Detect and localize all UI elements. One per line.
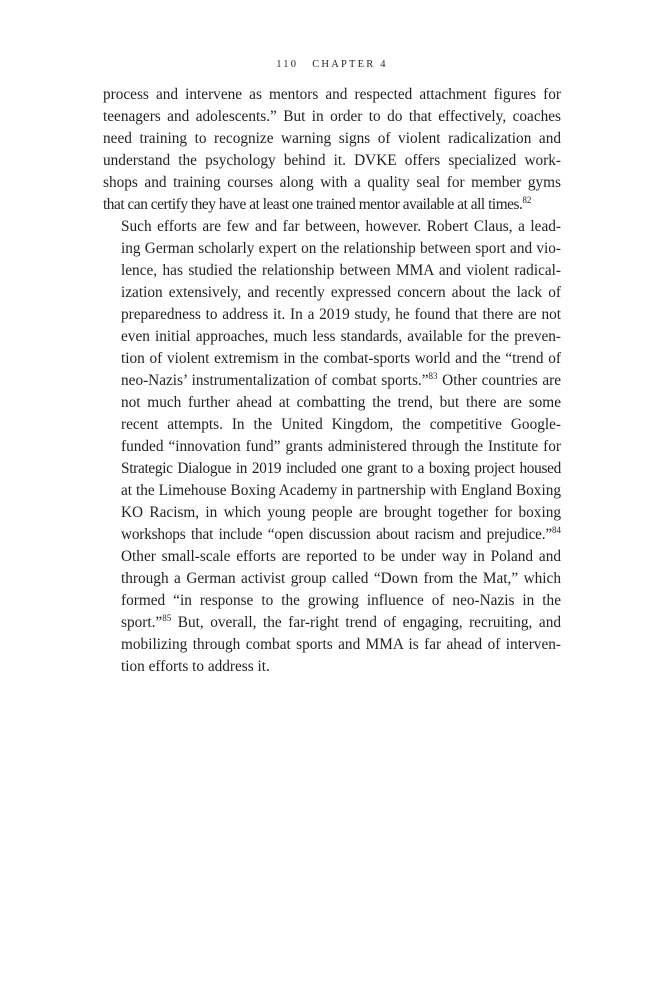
text-line	[103, 524, 561, 546]
chapter-label: CHAPTER 4	[312, 59, 388, 70]
text-line	[103, 612, 561, 634]
running-head	[103, 58, 561, 72]
text-line: formed “in response to the growing influence of neo-Nazis in the	[121, 592, 561, 609]
text-line: ing German scholarly expert on the relationship between sport and vio-	[121, 240, 561, 257]
text-line	[103, 194, 561, 216]
text-line: tion efforts to address it.	[121, 658, 270, 675]
text-line-content: neo-Nazis’ instrumentalization of combat sports.”	[121, 372, 429, 389]
text-line	[103, 370, 561, 392]
text-line: at the Limehouse Boxing Academy in partnership with England Boxing	[121, 482, 561, 499]
text-line: preparedness to address it. In a 2019 study, he found that there are not	[121, 306, 561, 323]
text-line-content: sport.”	[121, 614, 163, 631]
text-line: need training to recognize warning signs of violent radicalization and	[103, 130, 561, 147]
paragraph-2	[103, 216, 561, 678]
text-line: ization extensively, and recently expressed concern about the lack of	[121, 284, 561, 301]
text-line: funded “innovation fund” grants administered through the Institute for	[121, 438, 561, 455]
book-page	[103, 58, 561, 678]
text-line: lence, has studied the relationship between MMA and violent radical-	[121, 262, 561, 279]
page-number: 110	[276, 59, 299, 70]
footnote-ref-83: 83	[428, 371, 438, 381]
text-line: even initial approaches, much less standards, available for the preven-	[121, 328, 561, 345]
text-line: mobilizing through combat sports and MMA is far ahead of interven-	[121, 636, 561, 653]
text-line: tion of violent extremism in the combat-sports world and the “trend of	[121, 350, 561, 367]
text-line-content: Other countries are	[437, 372, 561, 389]
footnote-ref-82: 82	[522, 195, 532, 205]
text-line: Strategic Dialogue in 2019 included one grant to a boxing project housed	[121, 460, 561, 477]
text-line-content: that can certify they have at least one trained mentor available at all times.	[103, 196, 523, 213]
footnote-ref-84: 84	[552, 525, 561, 535]
text-line: Other small-scale efforts are reported to be under way in Poland and	[121, 548, 561, 565]
paragraph-1	[103, 84, 561, 216]
text-line: shops and training courses along with a quality seal for member gyms	[103, 174, 561, 191]
text-line: recent attempts. In the United Kingdom, the competitive Google-	[121, 416, 561, 433]
text-line: Such efforts are few and far between, however. Robert Claus, a lead-	[121, 218, 561, 235]
text-line-content: workshops that include “open discussion about racism and prejudice.”	[121, 526, 552, 543]
text-line: through a German activist group called “Down from the Mat,” which	[121, 570, 561, 587]
footnote-ref-85: 85	[162, 613, 172, 623]
text-line: not much further ahead at combatting the trend, but there are some	[121, 394, 561, 411]
text-line: understand the psychology behind it. DVKE offers specialized work-	[103, 152, 561, 169]
text-line: teenagers and adolescents.” But in order to do that effectively, coaches	[103, 108, 561, 125]
text-line-content: But, overall, the far-right trend of engaging, recruiting, and	[171, 614, 561, 631]
text-line: process and intervene as mentors and respected attachment figures for	[103, 86, 561, 103]
text-line: KO Racism, in which young people are brought together for boxing	[121, 504, 561, 521]
